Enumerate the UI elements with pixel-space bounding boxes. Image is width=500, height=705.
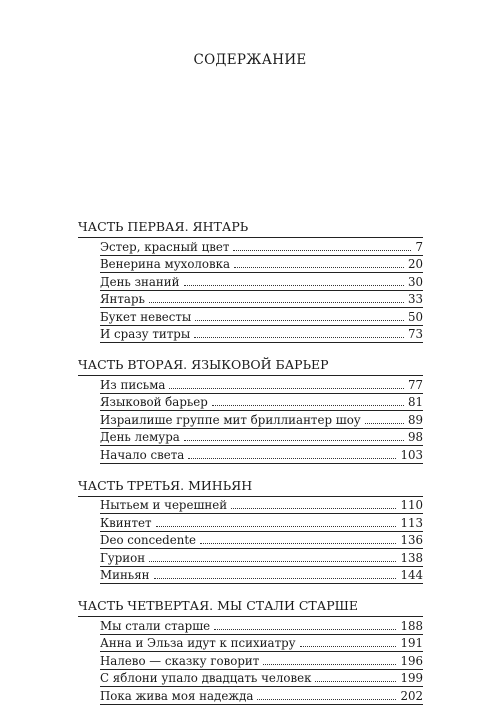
dot-leader [195,319,404,321]
dot-leader [233,249,411,251]
toc-entry[interactable] [100,238,423,256]
entry-title: И сразу титры [100,327,191,341]
dot-leader [212,404,404,406]
part-heading: ЧАСТЬ ТРЕТЬЯ. МИНЬЯН [78,476,423,497]
toc-entry[interactable] [100,670,423,688]
entry-title: День лемура [100,430,180,444]
toc-entry[interactable] [100,549,423,567]
dot-leader [188,457,396,459]
toc-entry[interactable] [100,652,423,670]
entry-page-number: 103 [400,447,423,462]
dot-leader [231,507,396,509]
entry-title: Мы стали старше [100,618,211,633]
entry-page-number: 138 [400,550,423,565]
entry-title: Начало света [100,447,185,462]
part-spacer [78,584,423,596]
toc-entry[interactable] [100,635,423,653]
page-title: СОДЕРЖАНИЕ [193,52,307,68]
entry-page-number: 191 [400,636,423,650]
entry-page-number: 7 [415,239,423,254]
entry-page-number: 89 [407,412,423,427]
entry-title: Гурион [100,550,146,565]
entry-page-number: 77 [407,377,423,392]
entry-page-number: 110 [400,498,423,512]
entry-page-number: 81 [407,395,423,409]
dot-leader [214,628,396,630]
entry-title: С яблони упало двадцать человек [100,671,312,685]
part-heading: ЧАСТЬ ПЕРВАЯ. ЯНТАРЬ [78,217,423,238]
dot-leader [154,577,397,579]
entry-title: Налево — сказку говорит [100,653,260,668]
entry-page-number: 30 [407,274,423,289]
entry-page-number: 98 [407,430,423,444]
toc-entry[interactable] [100,308,423,326]
entry-title: Из письма [100,377,166,392]
entry-title: Венерина мухоловка [100,257,231,271]
entry-page-number: 188 [400,618,423,633]
entry-page-number: 50 [407,309,423,324]
entry-title: Нытьем и черешней [100,498,228,512]
entry-title: Миньян [100,568,150,582]
entry-page-number: 144 [400,568,423,582]
dot-leader [149,301,404,303]
toc-entry[interactable] [100,429,423,447]
dot-leader [156,525,397,527]
entry-title: Квинтет [100,515,152,530]
dot-leader [149,560,396,562]
toc-entry[interactable] [100,514,423,532]
dot-leader [365,422,404,424]
toc-entry[interactable] [100,394,423,412]
dot-leader [315,680,396,682]
part-spacer [78,343,423,355]
entry-page-number: 73 [407,327,423,341]
entry-title: Deo concedente [100,533,197,547]
toc-entry[interactable] [100,256,423,274]
dot-leader [263,663,396,665]
entry-title: День знаний [100,274,180,289]
entry-title: Эстер, красный цвет [100,239,230,254]
dot-leader [194,336,404,338]
entry-title: Букет невесты [100,309,192,324]
toc-entry[interactable] [100,376,423,394]
entry-page-number: 113 [400,515,423,530]
entry-title: Израилише группе мит бриллиантер шоу [100,412,361,427]
part-heading: ЧАСТЬ ВТОРАЯ. ЯЗЫКОВОЙ БАРЬЕР [78,355,423,376]
entry-page-number: 33 [407,292,423,306]
entry-title: Янтарь [100,292,145,306]
dot-leader [300,645,397,647]
dot-leader [184,284,404,286]
toc-entry[interactable] [100,532,423,550]
entry-page-number: 136 [400,533,423,547]
dot-leader [200,542,396,544]
dot-leader [257,698,396,700]
entry-page-number: 196 [400,653,423,668]
toc-entry[interactable] [100,617,423,635]
toc-entry[interactable] [100,326,423,344]
toc-entry[interactable] [100,687,423,705]
toc-entry[interactable] [100,411,423,429]
entry-title: Пока жива моя надежда [100,688,254,703]
toc-entry[interactable] [100,446,423,464]
dot-leader [234,266,404,268]
dot-leader [169,387,404,389]
entry-page-number: 20 [407,257,423,271]
entry-title: Анна и Эльза идут к психиатру [100,636,296,650]
part-heading: ЧАСТЬ ЧЕТВЕРТАЯ. МЫ СТАЛИ СТАРШЕ [78,596,423,617]
toc-entry[interactable] [100,497,423,515]
dot-leader [184,439,404,441]
toc-entry[interactable] [100,291,423,309]
entry-page-number: 202 [400,688,423,703]
table-of-contents [78,217,423,705]
entry-title: Языковой барьер [100,395,208,409]
entry-page-number: 199 [400,671,423,685]
part-spacer [78,464,423,476]
toc-entry[interactable] [100,567,423,585]
toc-entry[interactable] [100,273,423,291]
